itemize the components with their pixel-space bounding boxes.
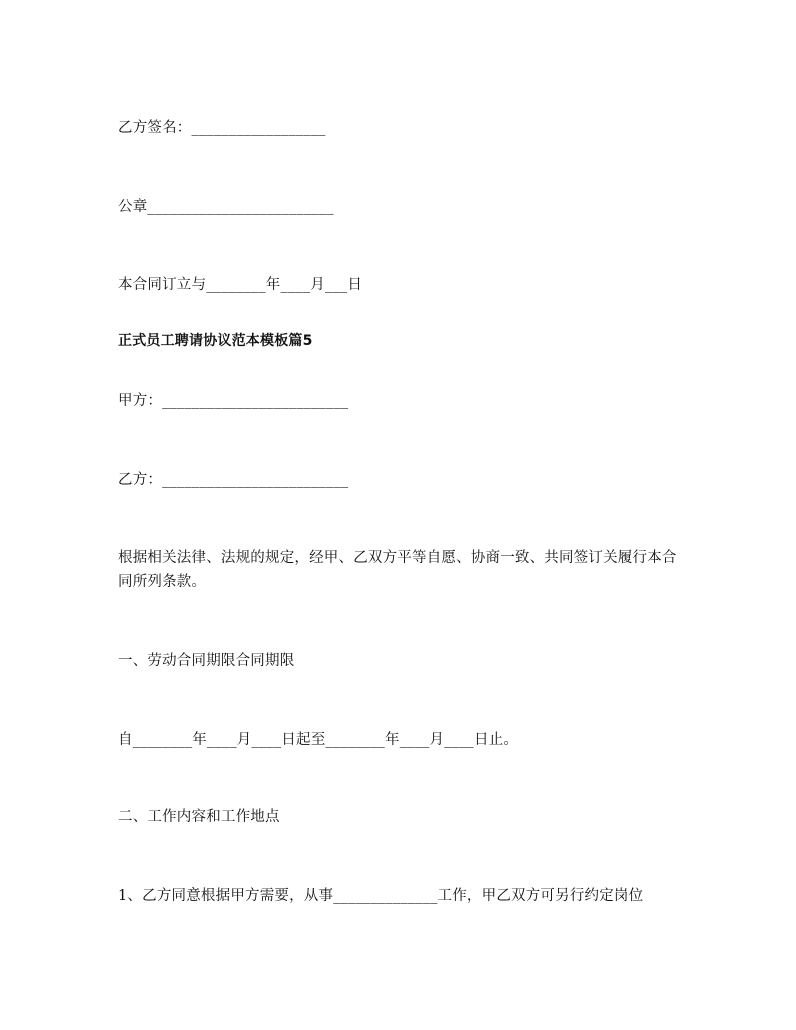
contract-signing-date-line: 本合同订立与________年____月___日 (118, 277, 363, 293)
party-b-line: 乙方：_________________________ (118, 472, 349, 488)
party-b-signature-line: 乙方签名：__________________ (118, 120, 326, 136)
company-seal-line: 公章_________________________ (118, 199, 334, 215)
clause-2-title: 二、工作内容和工作地点 (118, 809, 280, 825)
preamble-paragraph: 根据相关法律、法规的规定，经甲、乙双方平等自愿、协商一致、共同签订关履行本合同所列条款。 (118, 550, 677, 590)
clause-2-item-1: 1、乙方同意根据甲方需要，从事______________工作，甲乙双方可另行约定岗位 (118, 888, 644, 904)
clause-1-title: 一、劳动合同期限合同期限 (118, 653, 295, 669)
clause-1-period: 自________年____月____日起至________年____月____日止。 (118, 732, 519, 748)
party-a-line: 甲方：_________________________ (118, 393, 349, 409)
section-title: 正式员工聘请协议范本模板篇5 (118, 333, 313, 349)
